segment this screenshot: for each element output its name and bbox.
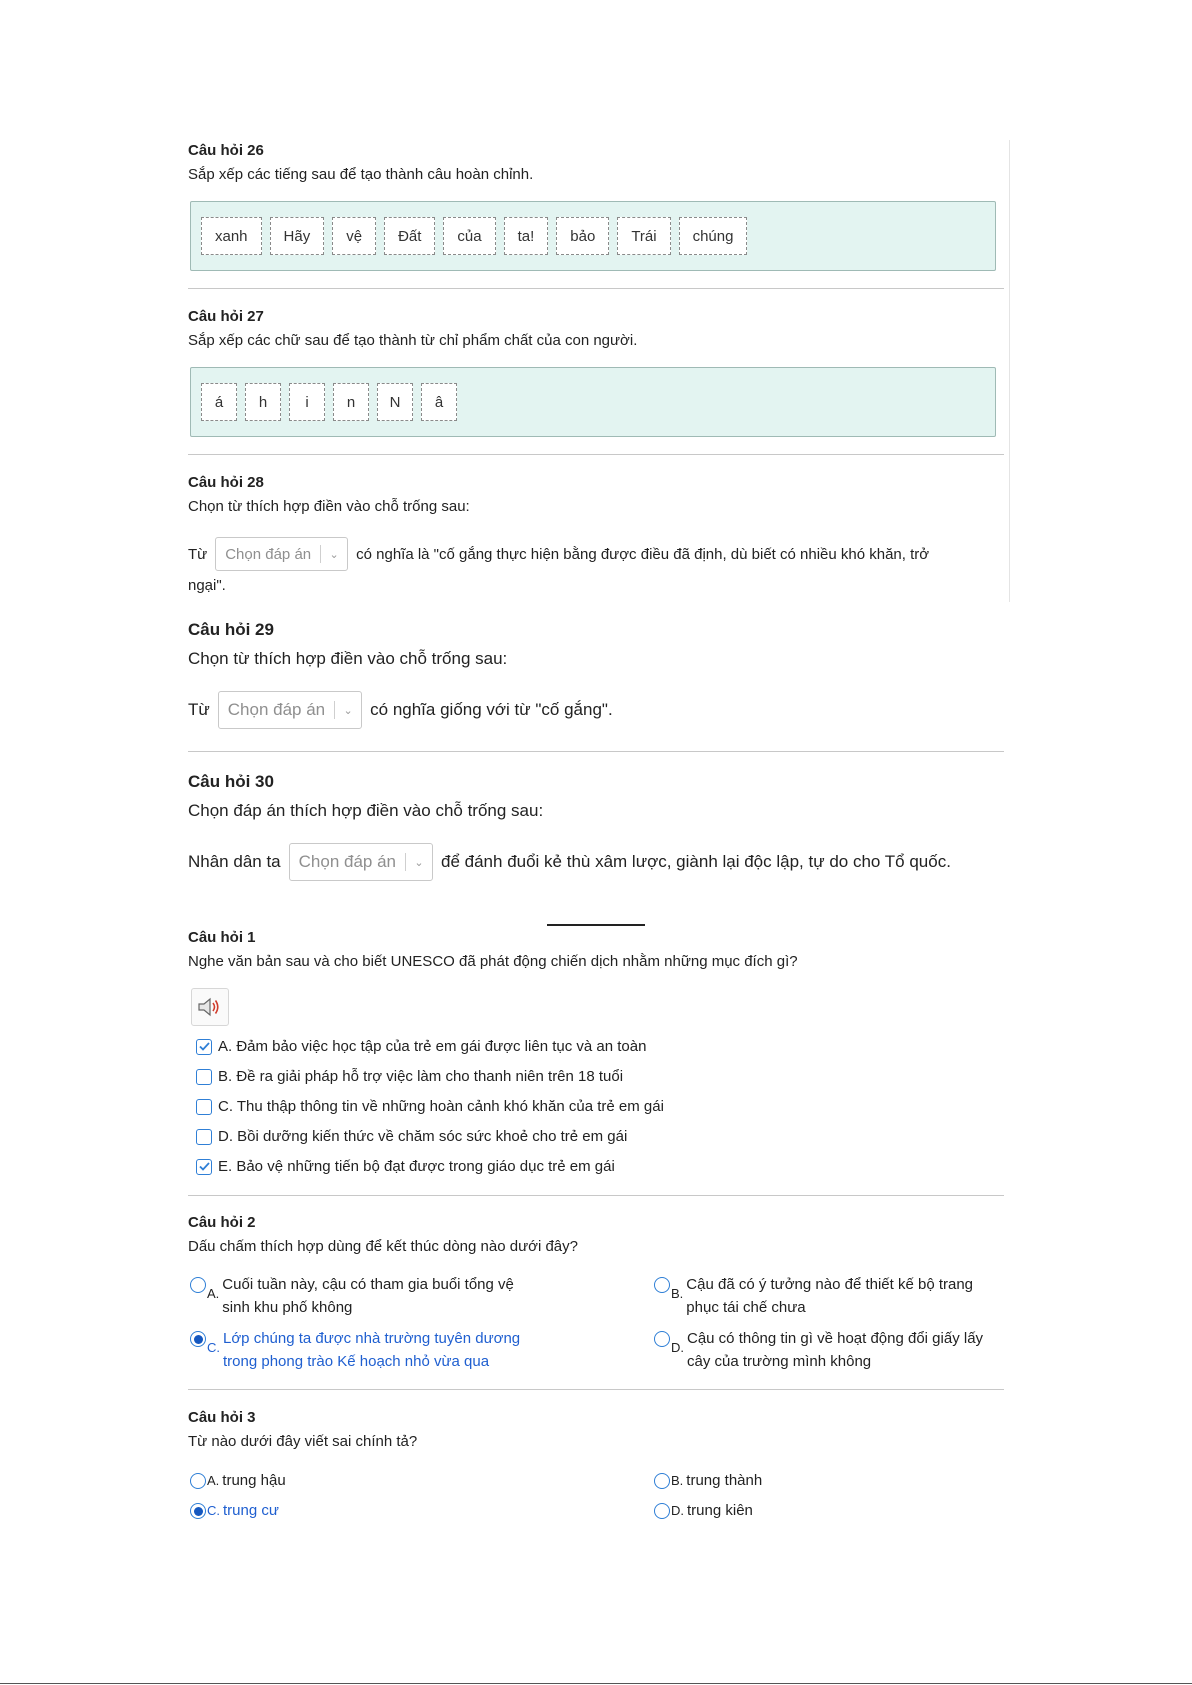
- checkbox-option-c[interactable]: [196, 1098, 664, 1115]
- chevron-down-icon: ⌄: [414, 856, 424, 869]
- sentence-after-line2: ngại".: [188, 577, 226, 594]
- word-tile[interactable]: ta!: [504, 217, 549, 255]
- divider: [188, 751, 1004, 752]
- checkbox-option-d[interactable]: [196, 1128, 627, 1145]
- checkbox-icon: [196, 1129, 212, 1145]
- answer-select[interactable]: [218, 691, 362, 729]
- question-2: [188, 1214, 1004, 1255]
- question-26: [188, 142, 1004, 183]
- select-placeholder: Chọn đáp án: [227, 700, 326, 719]
- option-letter: C.: [207, 1503, 220, 1518]
- word-tile-panel: [190, 201, 996, 271]
- letter-tile[interactable]: n: [333, 383, 369, 421]
- option-letter: A.: [207, 1286, 220, 1301]
- option-line: Lớp chúng ta được nhà trường tuyên dương: [223, 1330, 521, 1347]
- question-29: [188, 620, 1004, 669]
- radio-icon: [654, 1473, 670, 1489]
- audio-play-button[interactable]: [191, 988, 229, 1026]
- option-letter: C.: [207, 1340, 220, 1355]
- option-letter: B.: [671, 1473, 684, 1488]
- question-prompt: Chọn từ thích hợp điền vào chỗ trống sau:: [188, 498, 470, 515]
- radio-option-a[interactable]: [190, 1273, 514, 1319]
- question-28: [188, 474, 1004, 515]
- word-tile[interactable]: Trái: [617, 217, 670, 255]
- question-title: Câu hỏi 2: [188, 1214, 256, 1231]
- sentence-after: có nghĩa giống với từ "cố gắng".: [370, 700, 613, 719]
- radio-icon: [654, 1503, 670, 1519]
- checkbox-icon: [196, 1069, 212, 1085]
- word-tile[interactable]: Hãy: [270, 217, 325, 255]
- option-line: cây của trường mình không: [687, 1353, 872, 1370]
- letter-tile[interactable]: â: [421, 383, 457, 421]
- option-text: trung kiên: [687, 1502, 753, 1519]
- page-bottom-line: [0, 1683, 1192, 1684]
- word-tile[interactable]: chúng: [679, 217, 748, 255]
- checkbox-option-a[interactable]: [196, 1038, 646, 1055]
- radio-option-d[interactable]: [654, 1499, 753, 1522]
- checkbox-option-b[interactable]: [196, 1068, 623, 1085]
- option-line: phục tái chế chưa: [686, 1299, 806, 1316]
- letter-tile-panel: [190, 367, 996, 437]
- option-text: trung cư: [223, 1502, 279, 1519]
- option-text: trung thành: [686, 1472, 763, 1489]
- letter-tile[interactable]: á: [201, 383, 237, 421]
- radio-option-a[interactable]: [190, 1469, 286, 1492]
- option-line: sinh khu phố không: [222, 1299, 353, 1316]
- sentence-before: Nhân dân ta: [188, 852, 281, 871]
- question-title: Câu hỏi 3: [188, 1409, 256, 1426]
- letter-tile[interactable]: N: [377, 383, 413, 421]
- word-tile[interactable]: của: [443, 217, 495, 255]
- chevron-down-icon: ⌄: [343, 704, 353, 717]
- divider: [188, 288, 1004, 289]
- speaker-icon: [197, 996, 223, 1018]
- question-title: Câu hỏi 29: [188, 620, 274, 639]
- question-prompt: Sắp xếp các chữ sau để tạo thành từ chỉ phẩm chất của con người.: [188, 332, 638, 349]
- radio-selected-icon: [190, 1503, 206, 1519]
- question-title: Câu hỏi 28: [188, 474, 264, 491]
- radio-option-b[interactable]: [654, 1273, 973, 1319]
- select-placeholder: Chọn đáp án: [298, 852, 397, 871]
- word-tile[interactable]: xanh: [201, 217, 262, 255]
- answer-select[interactable]: [215, 537, 348, 571]
- radio-option-d[interactable]: [654, 1327, 983, 1373]
- fill-sentence: [188, 843, 951, 881]
- sentence-before: Từ: [188, 545, 208, 563]
- option-text: E. Bảo vệ những tiến bộ đạt được trong giáo dục trẻ em gái: [218, 1158, 615, 1175]
- question-30: [188, 772, 1004, 821]
- fill-sentence: [188, 691, 613, 729]
- fill-sentence: [188, 537, 929, 571]
- question-prompt: Dấu chấm thích hợp dùng để kết thúc dòng nào dưới đây?: [188, 1238, 578, 1255]
- question-27: [188, 308, 1004, 349]
- select-placeholder: Chọn đáp án: [225, 545, 312, 563]
- checkbox-option-e[interactable]: [196, 1158, 615, 1175]
- question-title: Câu hỏi 27: [188, 308, 264, 325]
- option-text: trung hậu: [222, 1472, 286, 1489]
- question-1: [188, 929, 1004, 970]
- fill-sentence-continued: [188, 577, 226, 594]
- option-text: C. Thu thập thông tin về những hoàn cảnh khó khăn của trẻ em gái: [218, 1098, 664, 1115]
- question-prompt: Từ nào dưới đây viết sai chính tả?: [188, 1433, 418, 1450]
- radio-icon: [190, 1277, 206, 1293]
- radio-option-c[interactable]: [190, 1327, 520, 1373]
- divider: [188, 1195, 1004, 1196]
- question-title: Câu hỏi 30: [188, 772, 274, 791]
- word-tile[interactable]: bảo: [556, 217, 609, 255]
- question-title: Câu hỏi 1: [188, 929, 256, 946]
- question-3: [188, 1409, 1004, 1450]
- option-letter: B.: [671, 1286, 684, 1301]
- sentence-after: để đánh đuổi kẻ thù xâm lược, giành lại độc lập, tự do cho Tổ quốc.: [441, 852, 951, 871]
- word-tile[interactable]: Đất: [384, 217, 435, 255]
- option-text: A. Đảm bảo việc học tập của trẻ em gái được liên tục và an toàn: [218, 1038, 647, 1055]
- letter-tile[interactable]: i: [289, 383, 325, 421]
- option-text: D. Bồi dưỡng kiến thức về chăm sóc sức khoẻ cho trẻ em gái: [218, 1128, 628, 1145]
- section-separator: [547, 924, 645, 926]
- sentence-before: Từ: [188, 700, 210, 719]
- option-line: Cậu có thông tin gì về hoạt động đổi giấy lấy: [687, 1330, 984, 1347]
- radio-option-c[interactable]: [190, 1499, 279, 1522]
- option-text: B. Đề ra giải pháp hỗ trợ việc làm cho thanh niên trên 18 tuổi: [218, 1068, 624, 1085]
- word-tile[interactable]: vệ: [332, 217, 376, 255]
- option-letter: A.: [207, 1473, 220, 1488]
- question-prompt: Sắp xếp các tiếng sau để tạo thành câu hoàn chỉnh.: [188, 166, 534, 183]
- radio-icon: [654, 1331, 670, 1347]
- radio-selected-icon: [190, 1331, 206, 1347]
- option-letter: D.: [671, 1340, 684, 1355]
- divider: [188, 1389, 1004, 1390]
- question-prompt: Nghe văn bản sau và cho biết UNESCO đã phát động chiến dịch nhằm những mục đích gì?: [188, 953, 798, 970]
- radio-option-b[interactable]: [654, 1469, 762, 1492]
- chevron-down-icon: ⌄: [329, 548, 339, 561]
- checkbox-icon: [196, 1099, 212, 1115]
- question-prompt: Chọn đáp án thích hợp điền vào chỗ trống sau:: [188, 801, 544, 820]
- radio-icon: [190, 1473, 206, 1489]
- divider: [188, 454, 1004, 455]
- option-line: Cuối tuần này, cậu có tham gia buổi tổng vệ: [222, 1276, 514, 1293]
- checkbox-checked-icon: [196, 1039, 212, 1055]
- checkbox-checked-icon: [196, 1159, 212, 1175]
- letter-tile[interactable]: h: [245, 383, 281, 421]
- answer-select[interactable]: [289, 843, 433, 881]
- option-line: Cậu đã có ý tưởng nào để thiết kế bộ trang: [686, 1276, 974, 1293]
- sentence-after: có nghĩa là "cố gắng thực hiện bằng được điều đã định, dù biết có nhiều khó khăn, trở: [356, 545, 930, 563]
- option-line: trong phong trào Kế hoạch nhỏ vừa qua: [223, 1353, 490, 1370]
- question-prompt: Chọn từ thích hợp điền vào chỗ trống sau:: [188, 649, 508, 668]
- question-title: Câu hỏi 26: [188, 142, 264, 159]
- panel-edge: [1009, 140, 1010, 602]
- option-letter: D.: [671, 1503, 684, 1518]
- radio-icon: [654, 1277, 670, 1293]
